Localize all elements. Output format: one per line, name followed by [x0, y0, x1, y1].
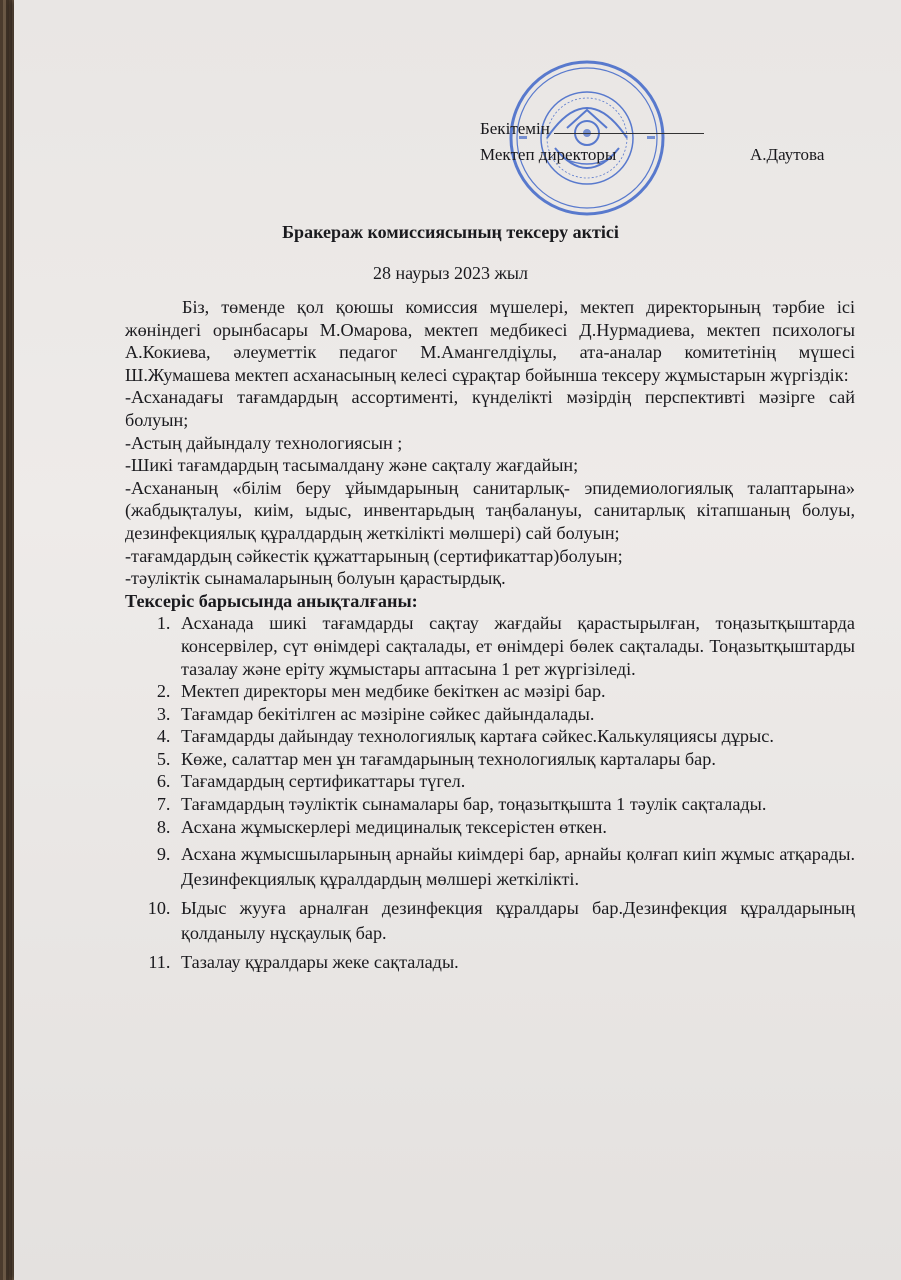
document-body — [125, 296, 855, 975]
finding-item: 11. Тазалау құралдары жеке сақталады. — [175, 950, 855, 975]
finding-item: 4. Тағамдарды дайындау технологиялық картаға сәйкес.Калькуляциясы дұрыс. — [175, 725, 855, 748]
findings-list — [125, 612, 855, 975]
check-item: -Астың дайындалу технологиясын ; — [125, 432, 403, 453]
check-item: -Шикі тағамдардың тасымалдану және сақталу жағдайын; — [125, 455, 579, 476]
director-name: А.Даутова — [750, 145, 825, 164]
finding-item: 8. Асхана жұмыскерлері медициналық тексерістен өткен. — [175, 816, 855, 839]
approval-position: Мектеп директоры — [480, 145, 617, 164]
check-item: -тәуліктік сынамаларының болуын қарастырдық. — [125, 568, 506, 589]
finding-item: 2. Мектеп директоры мен медбике бекіткен ас мәзірі бар. — [175, 680, 855, 703]
finding-item: 10. Ыдыс жууға арналған дезинфекция құралдары бар.Дезинфекция құралдарының қолданылу нұсқаулық бар. — [175, 896, 855, 946]
intro-paragraph: Біз, төменде қол қоюшы комиссия мүшелері, мектеп директорының тәрбие ісі жөніндегі орынбасары М.Омарова, мектеп медбикесі Д.Нурмадиева, мектеп психологы А.Кокиева, әлеуметтік педагог М.Амангелдіұлы, ата-аналар комитетінің мүшесі Ш.Жумашева мектеп асханасының келесі сұрақтар бойынша тексеру жұмыстарын жүргіздік: — [125, 297, 855, 385]
findings-heading: Тексеріс барысында анықталғаны: — [125, 590, 418, 611]
approval-block — [480, 116, 850, 168]
finding-item: 6. Тағамдардың сертификаттары түгел. — [175, 770, 855, 793]
signature-line — [554, 117, 704, 134]
document-date: 28 наурыз 2023 жыл — [373, 263, 528, 283]
check-item: -тағамдардың сәйкестік құжаттарының (сертификаттар)болуын; — [125, 545, 623, 566]
finding-item: 5. Көже, салаттар мен ұн тағамдарының технологиялық карталары бар. — [175, 748, 855, 771]
check-item: -Асханадағы тағамдардың ассортименті, күнделікті мәзірдің перспективті мәзірге сай болуын; — [125, 387, 855, 430]
finding-item: 9. Асхана жұмысшыларының арнайы киімдері бар, арнайы қолғап киіп жұмыс атқарады. Дезинфекциялық құралдардың мөлшері жеткілікті. — [175, 842, 855, 892]
document-title: Бракераж комиссиясының тексеру актісі — [282, 222, 619, 242]
finding-item: 3. Тағамдар бекітілген ас мәзіріне сәйкес дайындалады. — [175, 703, 855, 726]
finding-item: 1. Асханада шикі тағамдарды сақтау жағдайы қарастырылған, тоңазытқыштарда консервілер, сүт өнімдері сақталады, ет өнімдері бөлек сақталады. Тоңазытқыштарды тазалау және еріту жұмыстары аптасына 1 рет жүргізіледі. — [175, 612, 855, 680]
check-item: -Асхананың «білім беру ұйымдарының санитарлық- эпидемиологиялық талаптарына» (жабдықталуы, киім, ыдыс, инвентарьдың таңбалануы, санитарлық кітапшаның болуы, дезинфекциялық құралдардың жеткілікті мөлшері) сай болуын; — [125, 477, 855, 543]
approval-label: Бекітемін — [480, 119, 550, 138]
finding-item: 7. Тағамдардың тәуліктік сынамалары бар, тоңазытқышта 1 тәулік сақталады. — [175, 793, 855, 816]
